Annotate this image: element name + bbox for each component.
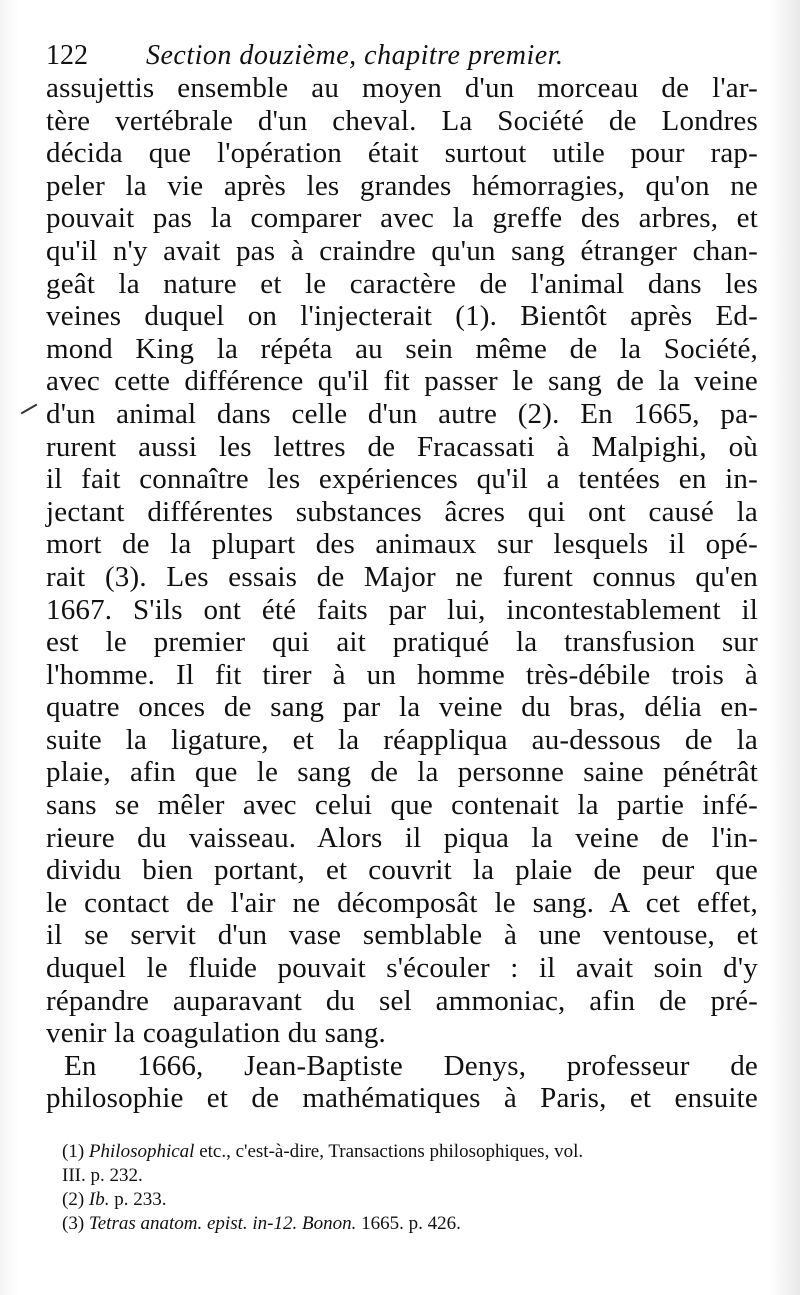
text-line: le contact de l'air ne décomposât le sang. A cet effet, [46, 886, 758, 919]
footnote-3 [62, 1212, 762, 1236]
text-line: suite la ligature, et la réappliqua au-dessous de la [46, 723, 758, 756]
text-line: 1667. S'ils ont été faits par lui, incontestablement il [46, 593, 758, 626]
text-line: tère vertébrale d'un cheval. La Société de Londres [46, 104, 758, 137]
text-line: est le premier qui ait pratiqué la transfusion sur [46, 626, 758, 659]
footnote-mark: (3) [62, 1213, 85, 1234]
text-line: rieure du vaisseau. Alors il piqua la veine de l'in- [46, 821, 758, 854]
text-line: venir la coagulation du sang. [46, 1017, 387, 1050]
text-line: rait (3). Les essais de Major ne furent connus qu'en [46, 560, 758, 593]
text-line: veines duquel on l'injecterait (1). Bientôt après Ed- [46, 300, 758, 333]
footnote-text: p. 233. [114, 1189, 167, 1210]
text-line: mort de la plupart des animaux sur lesquels il opé- [46, 528, 758, 561]
footnote-1 [62, 1140, 762, 1164]
text-line: plaie, afin que le sang de la personne saine pénétrât [46, 756, 758, 789]
text-line: duquel le fluide pouvait s'écouler : il avait soin d'y [46, 952, 758, 985]
text-line: En 1666, Jean-Baptiste Denys, professeur de [64, 1049, 758, 1082]
footnotes [62, 1140, 762, 1236]
page-number: 122 [46, 40, 88, 71]
footnote-text: 1665. p. 426. [361, 1213, 461, 1234]
text-line: répandre auparavant du sel ammoniac, afin de pré- [46, 984, 758, 1017]
text-line: assujettis ensemble au moyen d'un morceau de l'ar- [46, 72, 758, 104]
text-line: geât la nature et le caractère de l'animal dans les [46, 267, 758, 300]
footnote-title: Ib. [88, 1189, 110, 1210]
text-line: il fait connaître les expériences qu'il a tentées en in- [46, 463, 758, 496]
text-line: mond King la répéta au sein même de la Société, [46, 332, 758, 365]
text-line: d'un animal dans celle d'un autre (2). En 1665, pa- [46, 397, 758, 430]
running-head: Section douzième, chapitre premier. [146, 40, 564, 71]
text-line: il se servit d'un vase semblable à une ventouse, et [46, 919, 758, 952]
text-line: pouvait pas la comparer avec la greffe des arbres, et [46, 202, 758, 235]
body-text [46, 72, 758, 1115]
text-line: sans se mêler avec celui que contenait la partie infé- [46, 789, 758, 822]
footnote-1-continuation: III. p. 232. [62, 1165, 143, 1186]
margin-mark [21, 404, 38, 415]
text-line: peler la vie après les grandes hémorragies, qu'on ne [46, 169, 758, 202]
footnote-mark: (1) [62, 1141, 85, 1162]
text-line: décida que l'opération était surtout utile pour rap- [46, 137, 758, 170]
text-line: jectant différentes substances âcres qui ont causé la [46, 495, 758, 528]
footnote-2 [62, 1188, 762, 1212]
text-line: qu'il n'y avait pas à craindre qu'un sang étranger chan- [46, 234, 758, 267]
footnote-text: etc., c'est-à-dire, Transactions philosophiques, vol. [199, 1141, 584, 1162]
text-line: avec cette différence qu'il fit passer le sang de la veine [46, 365, 758, 398]
text-line: l'homme. Il fit tirer à un homme très-débile trois à [46, 658, 758, 691]
text-line: dividu bien portant, et couvrit la plaie de peur que [46, 854, 758, 887]
text-line: philosophie et de mathématiques à Paris, et ensuite [46, 1082, 758, 1115]
footnote-title: Tetras anatom. epist. in-12. Bonon. [88, 1213, 357, 1234]
footnote-mark: (2) [62, 1189, 85, 1210]
text-line: quatre onces de sang par la veine du bras, délia en- [46, 691, 758, 724]
text-line: rurent aussi les lettres de Fracassati à Malpighi, où [46, 430, 758, 463]
footnote-title: Philosophical [88, 1141, 195, 1162]
